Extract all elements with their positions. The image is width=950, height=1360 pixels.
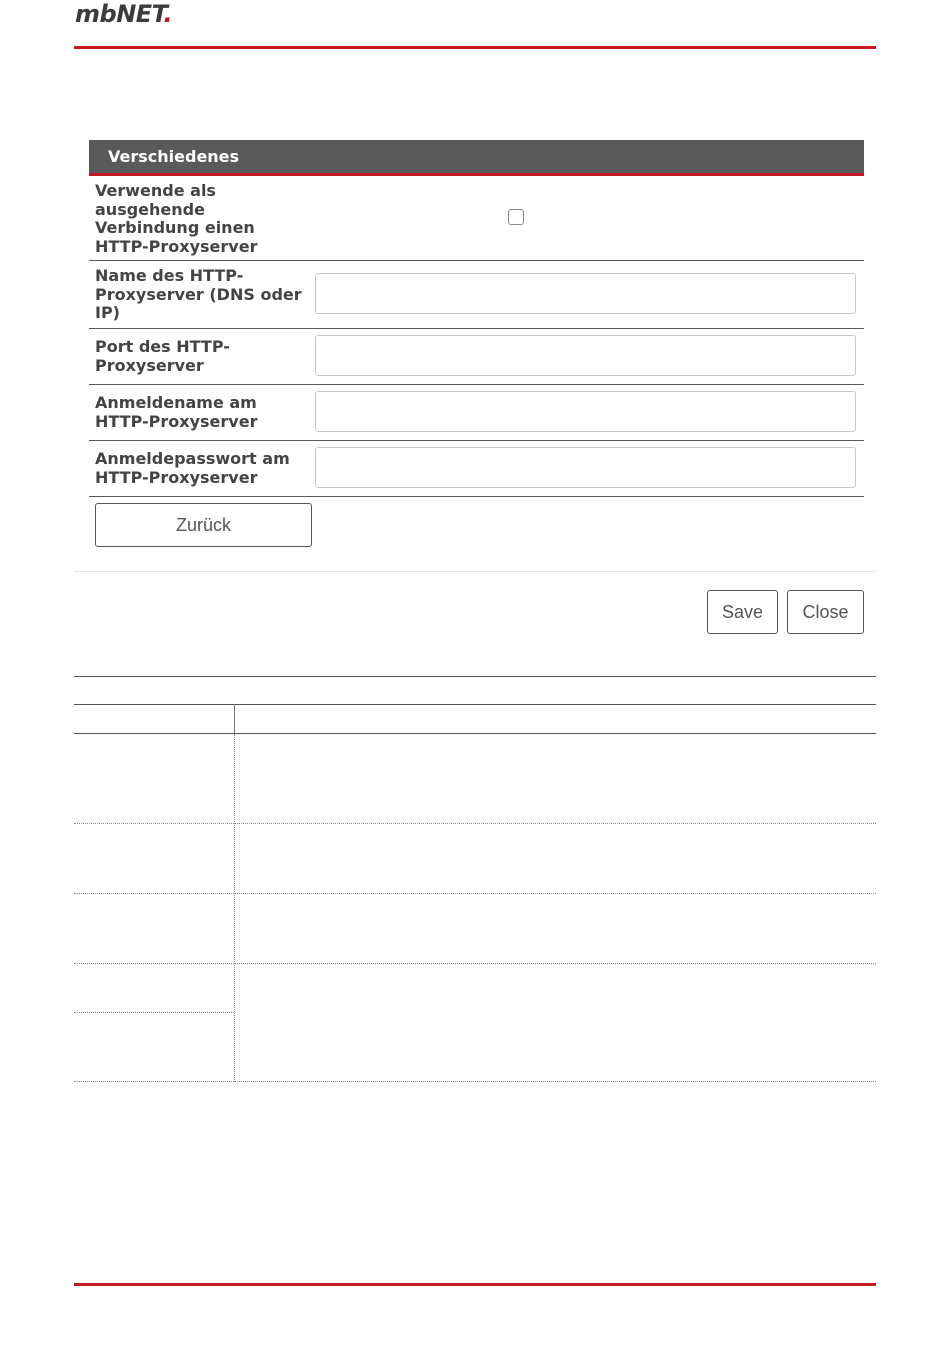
section-header bbox=[89, 140, 864, 176]
save-button[interactable]: Save bbox=[707, 590, 778, 634]
close-button[interactable]: Close bbox=[787, 590, 864, 634]
header-divider bbox=[74, 46, 876, 49]
table-header-bottom-rule bbox=[74, 733, 876, 734]
table-row-divider bbox=[74, 893, 876, 894]
table-row-divider bbox=[74, 1012, 234, 1013]
footer-divider bbox=[74, 1283, 876, 1286]
proxy-port-input[interactable] bbox=[315, 335, 856, 376]
form-row-proxy-password bbox=[89, 441, 864, 497]
table-header-top-rule bbox=[74, 704, 876, 705]
proxy-port-label: Port des HTTP-Proxyserver bbox=[95, 337, 230, 375]
table-header-column-divider bbox=[234, 704, 235, 733]
form-row-proxy-port bbox=[89, 329, 864, 385]
table-column-divider bbox=[234, 734, 235, 1082]
form-row-use-proxy bbox=[89, 176, 864, 261]
table-top-rule bbox=[74, 676, 876, 677]
proxy-password-input[interactable] bbox=[315, 447, 856, 488]
use-proxy-checkbox[interactable] bbox=[508, 209, 524, 225]
mbnet-logo: mbNET. bbox=[75, 0, 173, 28]
form-row-proxy-username bbox=[89, 385, 864, 441]
proxy-name-label: Name des HTTP-Proxyserver (DNS oder IP) bbox=[95, 266, 302, 322]
table-row-divider bbox=[74, 963, 876, 964]
back-button[interactable]: Zurück bbox=[95, 503, 312, 547]
use-proxy-label: Verwende als ausgehende Verbindung einen HTTP-Proxyserver bbox=[95, 181, 258, 256]
proxy-username-input[interactable] bbox=[315, 391, 856, 432]
proxy-username-label: Anmeldename am HTTP-Proxyserver bbox=[95, 393, 258, 431]
proxy-name-input[interactable] bbox=[315, 273, 856, 314]
table-bottom-rule bbox=[74, 1081, 876, 1082]
table-row-divider bbox=[74, 823, 876, 824]
section-title: Verschiedenes bbox=[108, 147, 240, 166]
form-row-proxy-name bbox=[89, 261, 864, 329]
dialog-footer-divider bbox=[74, 571, 876, 572]
proxy-password-label: Anmeldepasswort am HTTP-Proxyserver bbox=[95, 449, 290, 487]
